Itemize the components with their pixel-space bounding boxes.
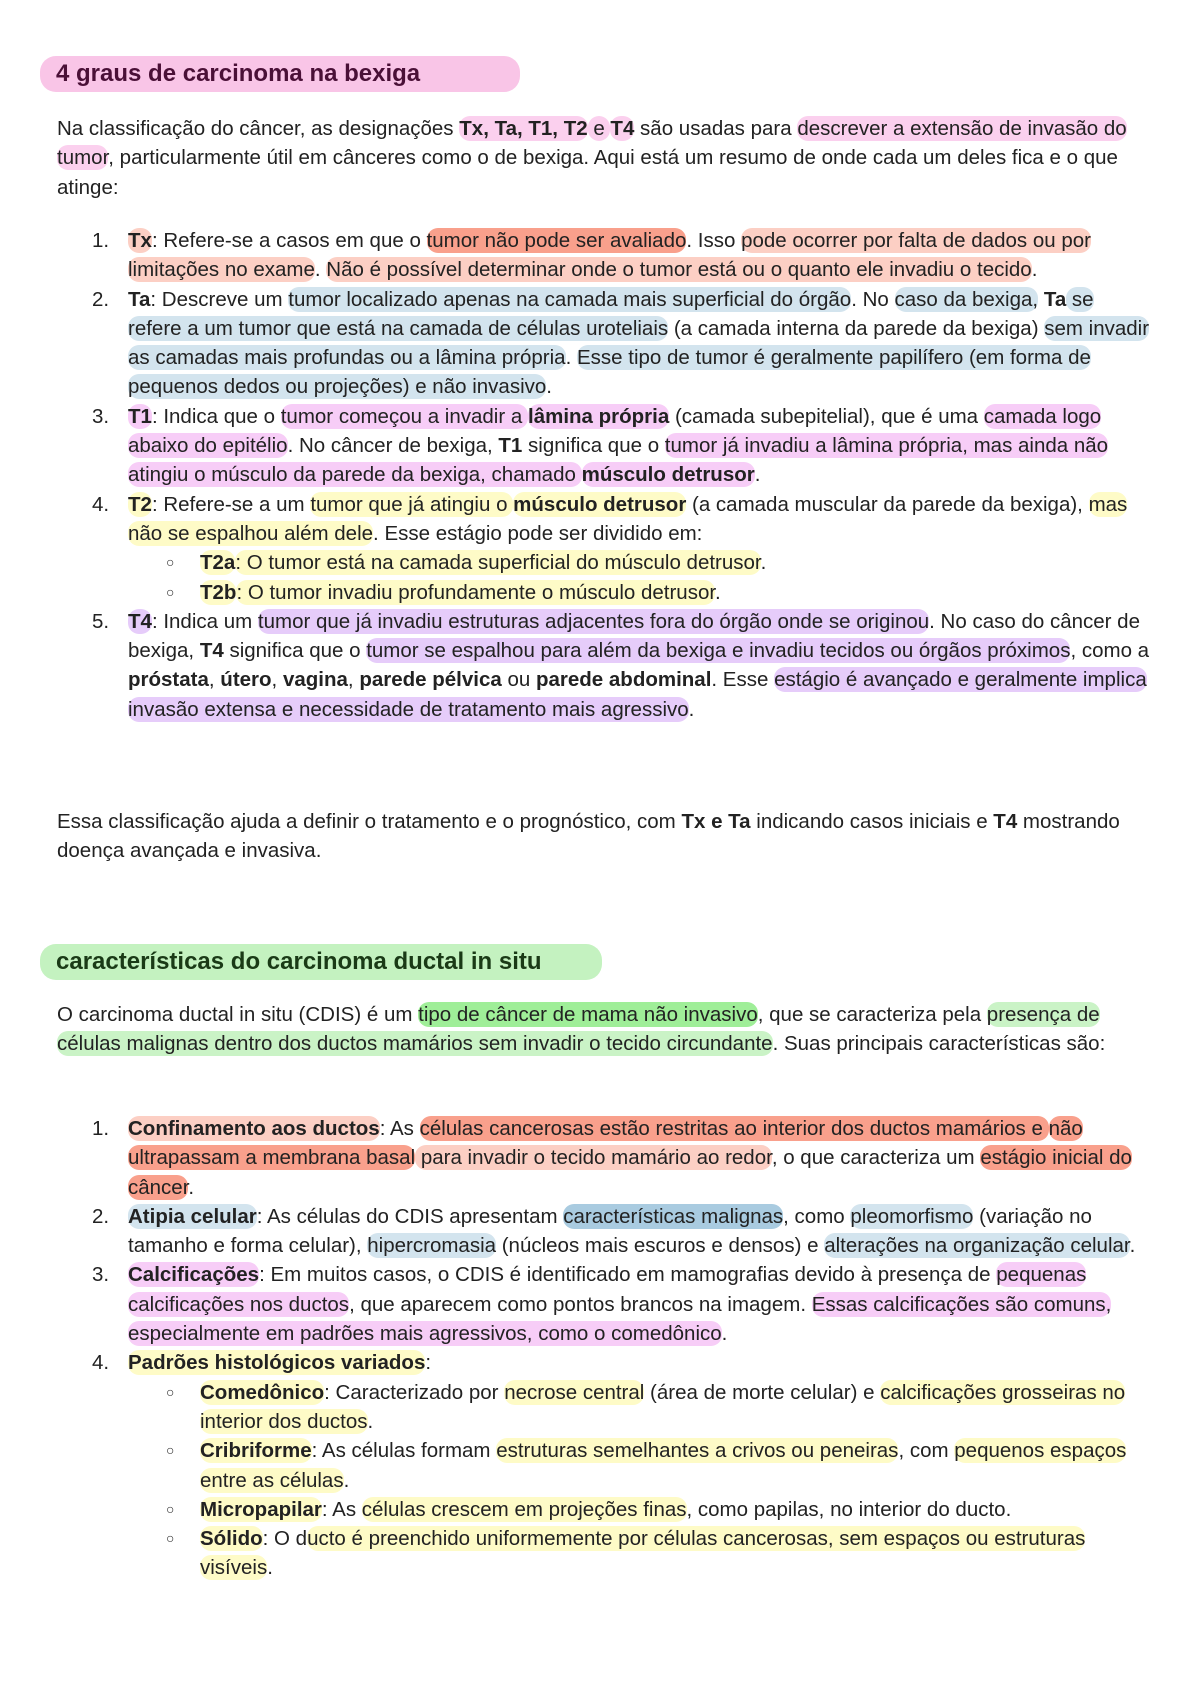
list-number: 1. bbox=[92, 1117, 110, 1140]
circle-bullet-icon: ○ bbox=[166, 554, 175, 571]
list-item-atipia: 2. Atipia celular: As células do CDIS apresentam características malignas, como pleomorfismo (variação no tamanho e forma celular), hipercromasia (núcleos mais escuros e densos) e alterações na organização celular. bbox=[90, 1202, 1150, 1261]
circle-bullet-icon: ○ bbox=[166, 1530, 175, 1547]
list-item-calcificacoes: 3. Calcificações: Em muitos casos, o CDIS é identificado em mamografias devido à presença de pequenas calcificações nos ductos, que aparecem como pontos brancos na imagem. Essas calcificações são comuns, especialmente em padrões mais agressivos, como o comedônico. bbox=[90, 1260, 1150, 1348]
circle-bullet-icon: ○ bbox=[166, 583, 175, 600]
list-number: 4. bbox=[92, 1351, 110, 1375]
section1-intro: Na classificação do câncer, as designações Tx, Ta, T1, T2 e T4 são usadas para descrever a extensão de invasão do tumor, particularmente útil em cânceres como o de bexiga. Aqui está um resumo de onde cada um deles fica e o que atinge: bbox=[57, 117, 1127, 199]
section2-intro: O carcinoma ductal in situ (CDIS) é um tipo de câncer de mama não invasivo, que se caracteriza pela presença de células malignas dentro dos ductos mamários sem invadir o tecido circundante. Suas principais características são: bbox=[57, 1003, 1106, 1056]
sub-item-comedonico: ○ Comedônico: Caracterizado por necrose central (área de morte celular) e calcificações grosseiras no interior dos ductos. bbox=[128, 1378, 1150, 1437]
list-number: 2. bbox=[92, 287, 110, 311]
sub-item-t2b: ○ T2b: O tumor invadiu profundamente o músculo detrusor. bbox=[128, 578, 1150, 607]
list-item-t2: 4. T2: Refere-se a um tumor que já atingiu o músculo detrusor (a camada muscular da parede da bexiga), mas não se espalhou além dele. Esse estágio pode ser dividido em: ○ T2a: O tumor está na camada superficial do músculo detrusor. ○ T2b: O tumor invadiu profundamente o músculo detrusor. bbox=[90, 490, 1150, 607]
section1-conclusion: Essa classificação ajuda a definir o tratamento e o prognóstico, com Tx e Ta indicando casos iniciais e T4 mostrando doença avançada e invasiva. bbox=[57, 810, 1120, 863]
sub-item-solido: ○ Sólido: O ducto é preenchido uniformemente por células cancerosas, sem espaços ou estruturas visíveis. bbox=[128, 1524, 1150, 1583]
circle-bullet-icon: ○ bbox=[166, 1442, 175, 1459]
list-item-confinamento: 1. Confinamento aos ductos: As células cancerosas estão restritas ao interior dos ductos mamários e não ultrapassam a membrana basal para invadir o tecido mamário ao redor, o que caracteriza um estágio inicial do câncer. bbox=[90, 1114, 1150, 1202]
section2-list bbox=[90, 1114, 1150, 1583]
list-number: 1. bbox=[92, 229, 110, 252]
list-number: 4. bbox=[92, 492, 110, 516]
padroes-sublist bbox=[128, 1378, 1150, 1583]
list-number: 3. bbox=[92, 1263, 110, 1287]
list-number: 3. bbox=[92, 404, 110, 428]
sub-item-t2a: ○ T2a: O tumor está na camada superficial do músculo detrusor. bbox=[128, 548, 1150, 577]
sub-item-micropapilar: ○ Micropapilar: As células crescem em projeções finas, como papilas, no interior do ducto. bbox=[128, 1495, 1150, 1524]
section2-title: características do carcinoma ductal in situ bbox=[40, 944, 602, 980]
section1-title: 4 graus de carcinoma na bexiga bbox=[40, 56, 520, 92]
sub-item-cribriforme: ○ Cribriforme: As células formam estruturas semelhantes a crivos ou peneiras, com pequenos espaços entre as células. bbox=[128, 1436, 1150, 1495]
list-item-ta: 2. Ta: Descreve um tumor localizado apenas na camada mais superficial do órgão. No caso da bexiga, Ta se refere a um tumor que está na camada de células uroteliais (a camada interna da parede da bexiga) sem invadir as camadas mais profundas ou a lâmina própria. Esse tipo de tumor é geralmente papilífero (em forma de pequenos dedos ou projeções) e não invasivo. bbox=[90, 285, 1150, 402]
list-item-t4: 5. T4: Indica um tumor que já invadiu estruturas adjacentes fora do órgão onde se originou. No caso do câncer de bexiga, T4 significa que o tumor se espalhou para além da bexiga e invadiu tecidos ou órgãos próximos, como a próstata, útero, vagina, parede pélvica ou parede abdominal. Esse estágio é avançado e geralmente implica invasão extensa e necessidade de tratamento mais agressivo. bbox=[90, 607, 1150, 724]
circle-bullet-icon: ○ bbox=[166, 1500, 175, 1517]
list-item-tx: 1. Tx: Refere-se a casos em que o tumor não pode ser avaliado. Isso pode ocorrer por falta de dados ou por limitações no exame. Não é possível determinar onde o tumor está ou o quanto ele invadiu o tecido. bbox=[90, 226, 1150, 285]
list-number: 5. bbox=[92, 609, 110, 633]
section1-list bbox=[90, 226, 1150, 724]
list-item-padroes: 4. Padrões histológicos variados: ○ Comedônico: Caracterizado por necrose central (área de morte celular) e calcificações grosseiras no interior dos ductos. ○ Cribriforme: As células formam estruturas semelhantes a crivos ou peneiras, com pequenos espaços entre as células. ○ Micropapilar: As células crescem em projeções finas, como papilas, no interior do ducto. ○ Sólido: O ducto é preenchido uniformemente por células cancerosas, sem espaços ou estruturas visíveis. bbox=[90, 1348, 1150, 1582]
t2-sublist bbox=[128, 548, 1150, 607]
circle-bullet-icon: ○ bbox=[166, 1383, 175, 1400]
list-number: 2. bbox=[92, 1204, 110, 1228]
list-item-t1: 3. T1: Indica que o tumor começou a invadir a lâmina própria (camada subepitelial), que é uma camada logo abaixo do epitélio. No câncer de bexiga, T1 significa que o tumor já invadiu a lâmina própria, mas ainda não atingiu o músculo da parede da bexiga, chamado músculo detrusor. bbox=[90, 402, 1150, 490]
